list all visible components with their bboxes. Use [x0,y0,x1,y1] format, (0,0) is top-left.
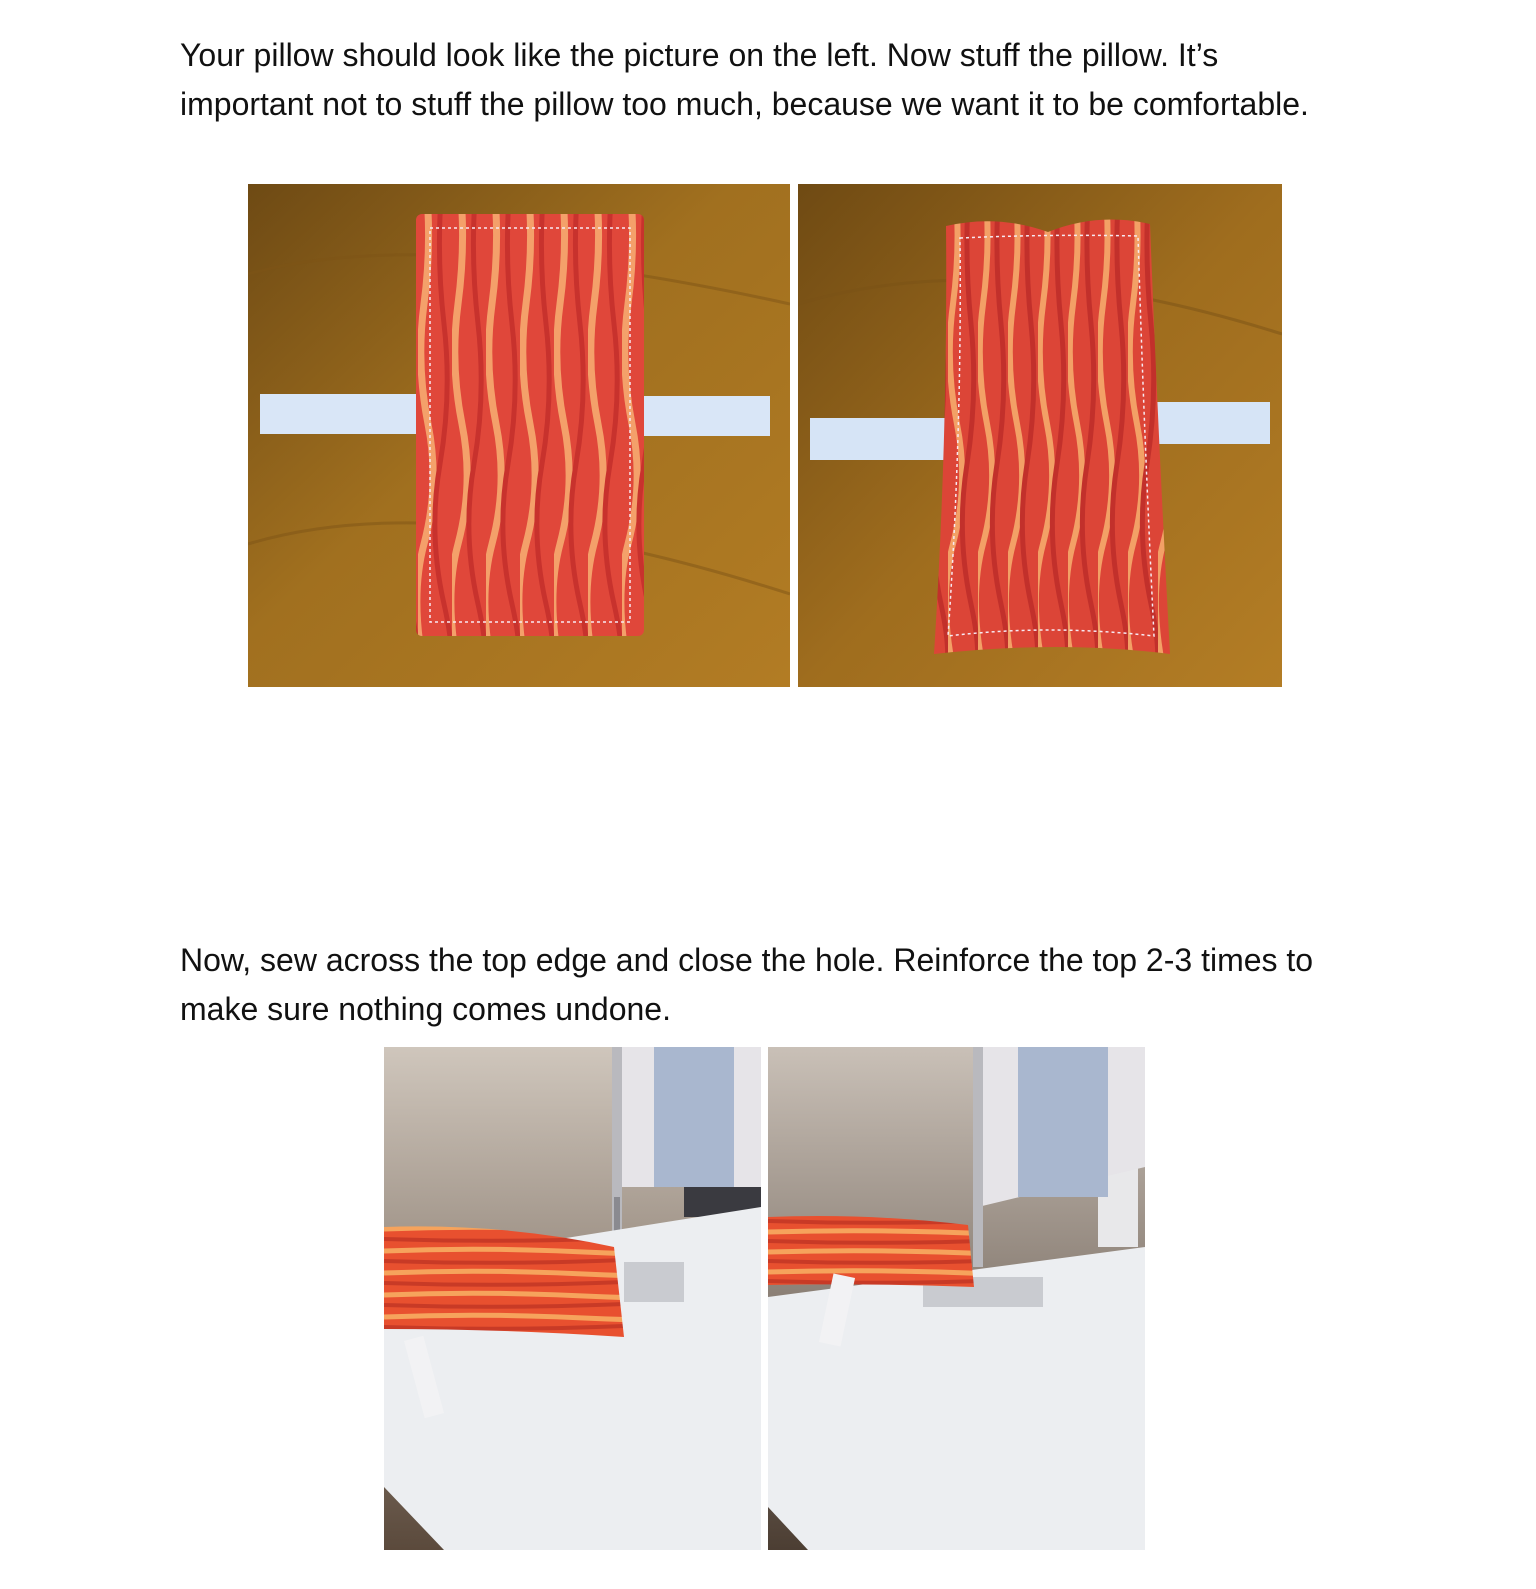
instruction-paragraph-stuff: Your pillow should look like the picture on the left. Now stuff the pillow. It’s important not to stuff the pillow too much, because we want it to be comfortable. [180,37,1309,122]
photo-stuffed-pillow [798,184,1282,687]
photo-sewing-step-2 [768,1047,1145,1550]
photo-flat-pillow [248,184,790,687]
photo-sewing-step-1 [384,1047,761,1550]
instruction-paragraph-sew: Now, sew across the top edge and close the hole. Reinforce the top 2-3 times to make sure nothing comes undone. [180,942,1314,1027]
